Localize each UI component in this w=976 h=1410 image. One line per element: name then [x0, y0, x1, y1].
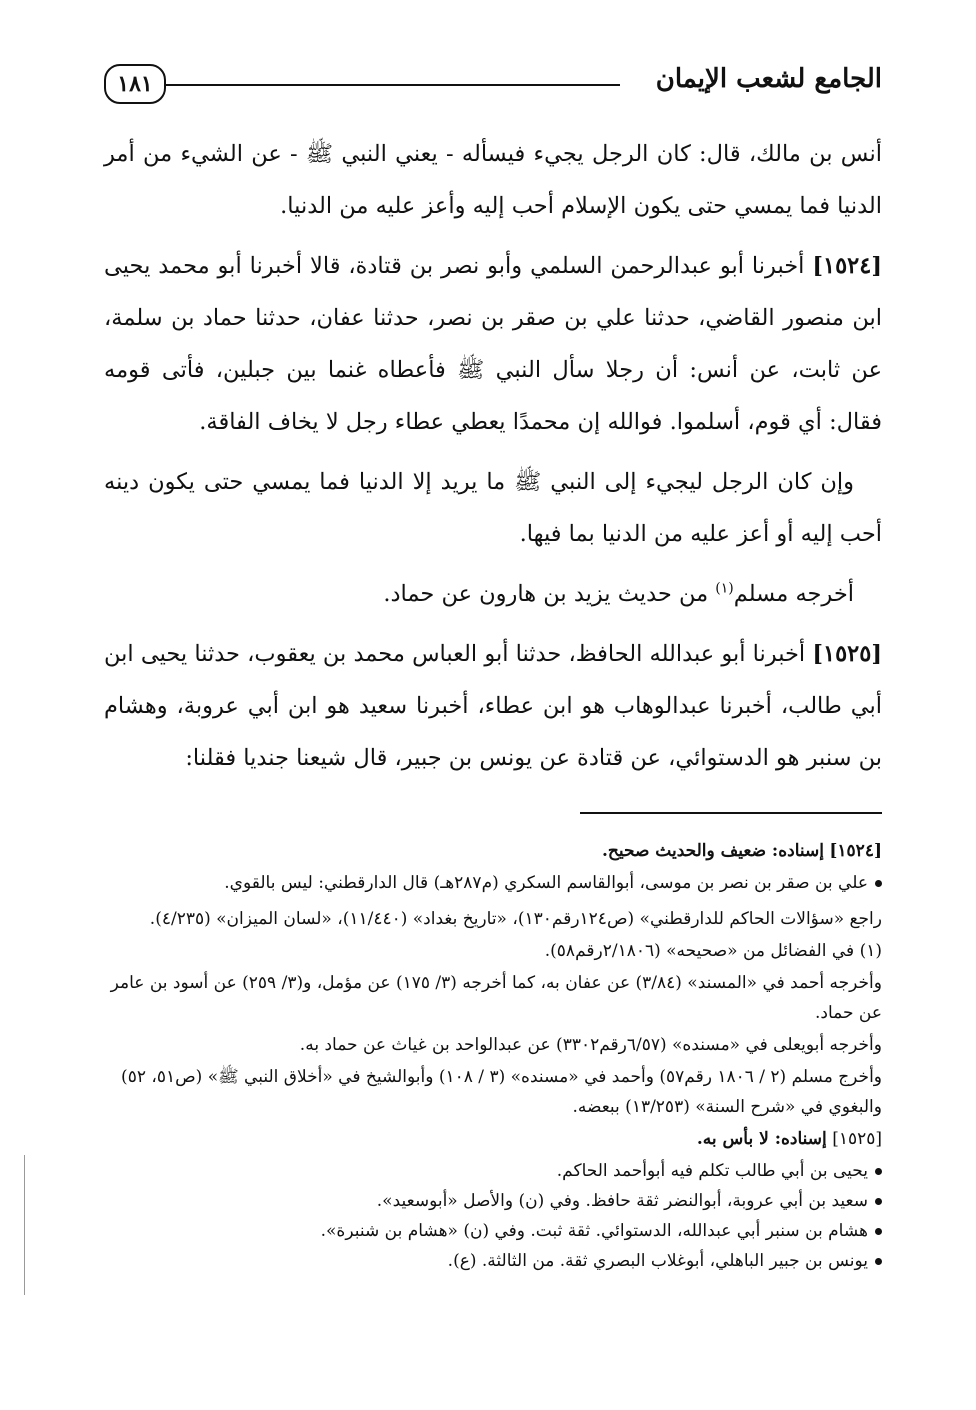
footnote-1525-heading [104, 1124, 882, 1154]
hadith-1524 [104, 240, 882, 448]
hadith-1525 [104, 628, 882, 784]
footnote-text: في الفضائل من «صحيحه» (٢/١٨٠٦رقم٥٨). [544, 941, 855, 961]
footnote-grading: إسناده: لا بأس به. [696, 1129, 827, 1149]
hadith-number: [١٥٢٥] [812, 641, 882, 667]
takhrij-text-end: من حديث يزيد بن هارون عن حماد. [383, 581, 716, 607]
running-title: الجامع لشعب الإيمان [655, 64, 882, 94]
footnote-1525-list [104, 1156, 882, 1276]
footnotes-section [104, 836, 882, 1276]
list-item: سعيد بن أبي عروبة، أبوالنضر ثقة حافظ. وفي (ن) والأصل «أبوسعيد». [104, 1186, 882, 1216]
footnote-1-line: وأخرج مسلم (٢ / ١٨٠٦ رقم٥٧) وأحمد في «مسنده» (٣ / ١٠٨) وأبوالشيخ في «أخلاق النبي ﷺ» (ص٥١، ٥٢) والبغوي في «شرح السنة» (١٣/٢٥٣) ببعضه. [121, 1067, 882, 1117]
header-rule [166, 84, 620, 86]
paragraph-continuation: أنس بن مالك، قال: كان الرجل يجيء فيسأله - يعني النبي ﷺ - عن الشيء من أمر الدنيا فما يمسي حتى يكون الإسلام أحب إليه وأعز عليه من الدنيا. [104, 141, 882, 219]
book-page [104, 58, 882, 1370]
page-number-badge: ١٨١ [104, 64, 166, 104]
hadith-text: أخبرنا أبو عبدالله الحافظ، حدثنا أبو العباس محمد بن يعقوب، حدثنا يحيى ابن أبي طالب، أخبرنا عبدالوهاب هو ابن عطاء، أخبرنا سعيد هو ابن أبي عروبة، وهشام بن سنبر هو الدستوائي، عن قتادة عن يونس بن جبير، قال شيعنا جنديا فقلنا: [104, 641, 882, 771]
page-header [104, 58, 882, 128]
list-item: علي بن صقر بن نصر بن موسى، أبوالقاسم السكري (م٢٨٧هـ) قال الدارقطني: ليس بالقوي. [104, 868, 882, 898]
footnote-1-line: وأخرجه أحمد في «المسند» (٣/٨٤) عن عفان به، كما أخرجه (٣/ ١٧٥) عن مؤمل، و(٣/ ٢٥٩) عن أسود بن عامر عن حماد. [110, 973, 882, 1023]
footnote-1524-references: راجع «سؤالات الحاكم للدارقطني» (ص١٢٤رقم١٣٠)، «تاريخ بغداد» (١١/٤٤٠)، «لسان الميزان» (٤/٢٣٥). [149, 909, 882, 929]
footnote-1524-heading [104, 836, 882, 866]
footnote-number: [١٥٢٤] [829, 841, 882, 861]
paragraph-narration: وإن كان الرجل ليجيء إلى النبي ﷺ ما يريد إلا الدنيا فما يمسي حتى يكون دينه أحب إليه أو أعز عليه من الدنيا بما فيها. [104, 469, 882, 547]
footnote-1 [104, 936, 882, 966]
main-text [104, 128, 882, 784]
footnote-number: (١) [859, 941, 882, 961]
paragraph-takhrij [104, 568, 882, 620]
footnote-1-line: وأخرجه أبويعلى في «مسنده» (٦/٥٧رقم٣٣٠٢) عن عبدالواحد بن غياث عن حماد به. [299, 1035, 882, 1055]
list-item: يحيى بن أبي طالب تكلم فيه أبوأحمد الحاكم. [104, 1156, 882, 1186]
list-item: يونس بن جبير الباهلي، أبوغلاب البصري ثقة. من الثالثة. (ع). [104, 1246, 882, 1276]
hadith-text: أخبرنا أبو عبدالرحمن السلمي وأبو نصر بن قتادة، قالا أخبرنا أبو محمد يحيى ابن منصور القاضي، حدثنا علي بن صقر بن نصر، حدثنا عفان، حدثنا حماد بن سلمة، عن ثابت، عن أنس: أن رجلا سأل النبي ﷺ فأعطاه غنما بين جبلين، فأتى قومه فقال: أي قوم، أسلموا. فوالله إن محمدًا يعطي عطاء رجل لا يخاف الفاقة. [104, 253, 882, 435]
list-item: هشام بن سنبر أبي عبدالله، الدستوائي. ثقة ثبت. وفي (ن) «هشام بن شنبرة». [104, 1216, 882, 1246]
footnote-number: [١٥٢٥] [832, 1129, 882, 1149]
hadith-number: [١٥٢٤] [812, 253, 882, 279]
footnote-divider [580, 812, 882, 814]
footnote-reference-mark: (١) [715, 580, 734, 597]
footnote-1524-list [104, 868, 882, 898]
takhrij-text-start: أخرجه مسلم [733, 581, 854, 607]
footnote-grading: إسناده: ضعيف والحديث صحيح. [601, 841, 824, 861]
scan-edge-line [24, 1155, 25, 1295]
